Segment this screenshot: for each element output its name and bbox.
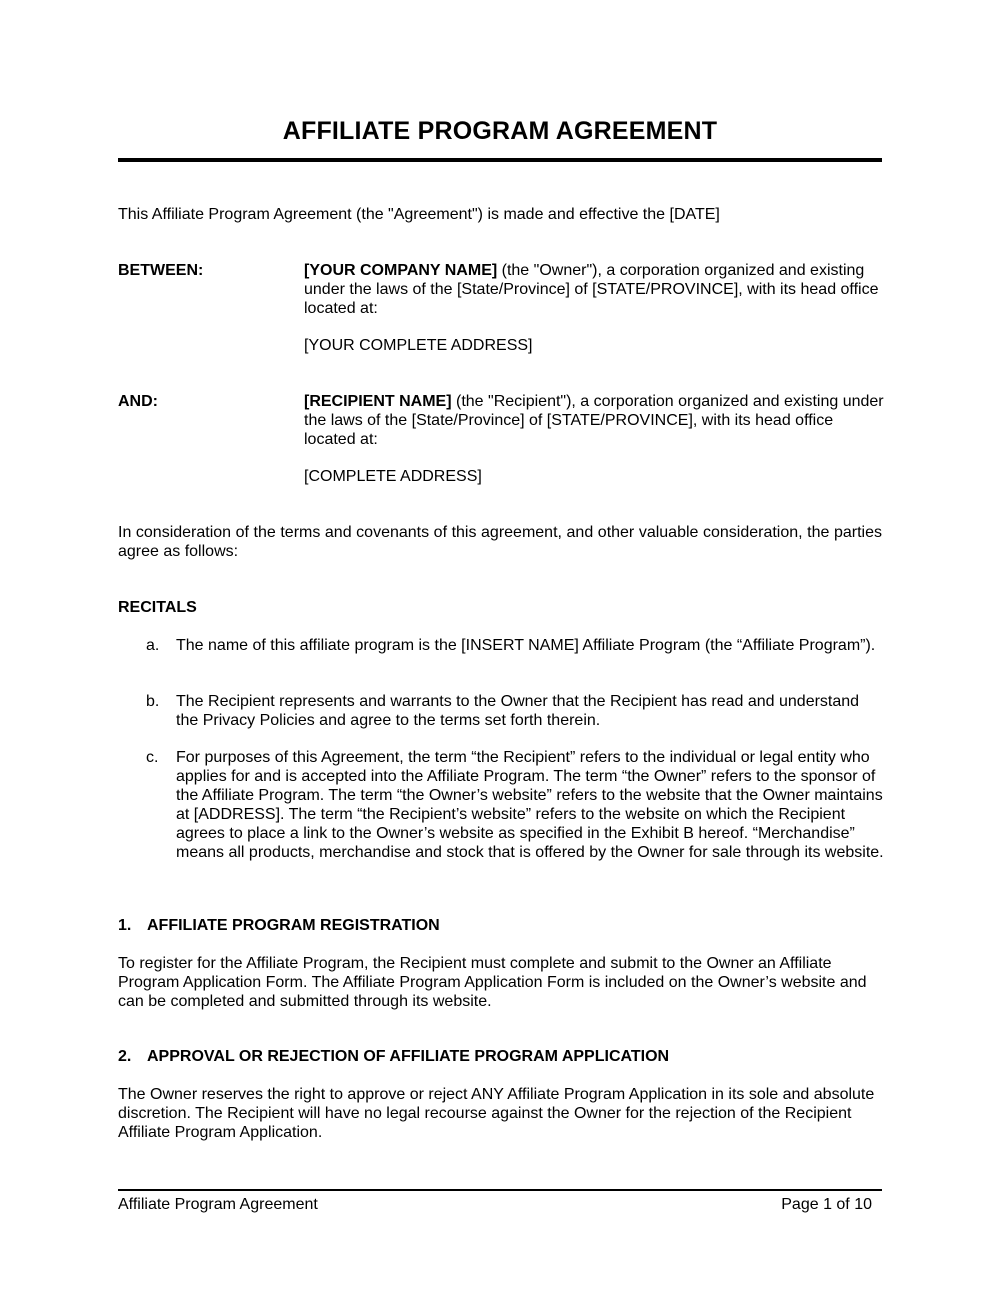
- recital-letter: c.: [146, 749, 159, 766]
- owner-address: [YOUR COMPLETE ADDRESS]: [304, 337, 533, 354]
- recital-letter: b.: [146, 693, 160, 710]
- recital-text: For purposes of this Agreement, the term “the Recipient” refers to the individual or legal entity who applies for and is accepted into the Affiliate Program. The term “the Owner” refers to the sponsor of the Affiliate Program. The term “the Owner’s website” refers to the website that the Owner maintains at [ADDRESS]. The term “the Recipient’s website” refers to the website on which the Recipient agrees to place a link to the Owner’s website as specified in the Exhibit B hereof. “Merchandise” means all products, merchandise and stock that is offered by the Owner for sale through its website.: [176, 749, 884, 861]
- section-heading: [118, 916, 440, 935]
- recital-letter: a.: [146, 637, 160, 654]
- owner-description: (the "Owner"), a corporation organized and existing under the laws of the [State/Province] of [STATE/PROVINCE], with its head office located at:: [304, 262, 879, 317]
- recipient-party-paragraph: [304, 392, 884, 449]
- section-number: 2.: [118, 1048, 132, 1065]
- owner-company-name: [YOUR COMPANY NAME]: [304, 262, 498, 279]
- section-body: To register for the Affiliate Program, the Recipient must complete and submit to the Owner an Affiliate Program Application Form. The Affiliate Program Application Form is included on the Owner’s website and can be completed and submitted through its website.: [118, 955, 867, 1010]
- recitals-heading: RECITALS: [118, 599, 197, 616]
- between-label: BETWEEN:: [118, 262, 204, 279]
- recipient-name: [RECIPIENT NAME]: [304, 393, 452, 410]
- section-title: APPROVAL OR REJECTION OF AFFILIATE PROGRAM APPLICATION: [147, 1048, 670, 1065]
- owner-party-paragraph: [304, 261, 884, 318]
- section-heading: [118, 1047, 669, 1066]
- title-underline: [118, 158, 882, 162]
- section-body: The Owner reserves the right to approve or reject ANY Affiliate Program Application in its sole and absolute discretion. The Recipient will have no legal recourse against the Owner for the rejection of the Recipient Affiliate Program Application.: [118, 1086, 875, 1141]
- recipient-address: [COMPLETE ADDRESS]: [304, 468, 482, 485]
- recital-text: The Recipient represents and warrants to the Owner that the Recipient has read and understand the Privacy Policies and agree to the terms set forth therein.: [176, 693, 860, 729]
- footer-page-number: Page 1 of 10: [781, 1196, 872, 1213]
- recital-text: The name of this affiliate program is the [INSERT NAME] Affiliate Program (the “Affiliate Program”).: [176, 637, 876, 654]
- document-title: AFFILIATE PROGRAM AGREEMENT: [282, 117, 718, 145]
- footer-document-name: Affiliate Program Agreement: [118, 1196, 318, 1213]
- section-number: 1.: [118, 917, 132, 934]
- footer-rule: [118, 1189, 882, 1191]
- consideration-paragraph: In consideration of the terms and covenants of this agreement, and other valuable consideration, the parties agree as follows:: [118, 524, 882, 560]
- and-label: AND:: [118, 393, 158, 410]
- section-title: AFFILIATE PROGRAM REGISTRATION: [147, 917, 440, 934]
- intro-paragraph: This Affiliate Program Agreement (the "Agreement") is made and effective the [DATE]: [118, 206, 720, 223]
- recipient-description: (the "Recipient"), a corporation organized and existing under the laws of the [State/Province] of [STATE/PROVINCE], with its head office located at:: [304, 393, 884, 448]
